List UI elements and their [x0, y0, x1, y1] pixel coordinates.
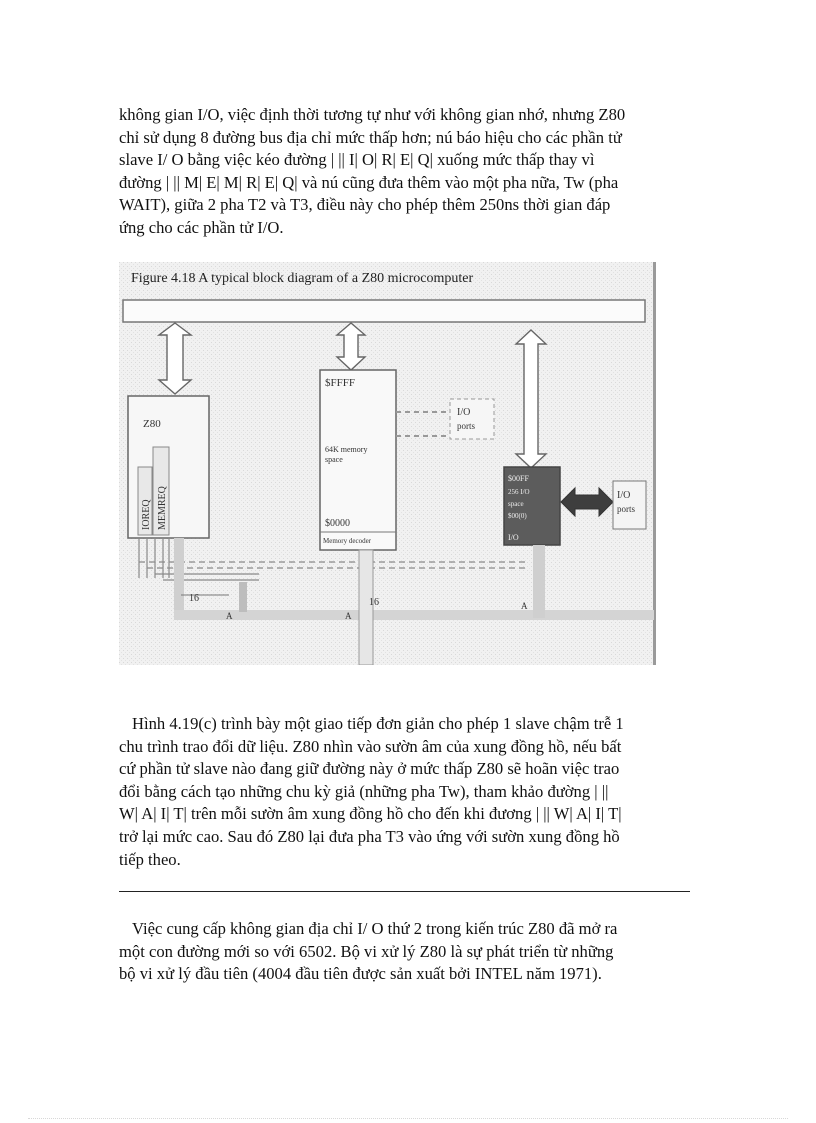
memory-top-address: $FFFF [325, 377, 355, 389]
section-divider [119, 891, 690, 892]
io-space-line: $00(0) [508, 512, 527, 520]
address-label: A [345, 611, 352, 621]
memory-space-label: 64K memory [325, 445, 368, 454]
memreq-label: MEMREQ [157, 486, 168, 530]
external-io-label: ports [617, 504, 635, 514]
system-bus [123, 300, 645, 322]
io-top-address: $00FF [508, 474, 529, 483]
memory-bottom-address: $0000 [325, 518, 350, 529]
text-line: Việc cung cấp không gian địa chỉ I/ O thứ 2 trong kiến trúc Z80 đã mở ra [132, 919, 618, 938]
text-line: chỉ sử dụng 8 đường bus địa chỉ mức thấp hơn; nú báo hiệu cho các phần tử [119, 127, 622, 147]
text-line: một con đường mới so với 6502. Bộ vi xử lý Z80 là sự phát triển từ những [119, 941, 614, 961]
cpu-label: Z80 [143, 418, 161, 430]
paragraph-address-space [119, 918, 691, 986]
text-line: trở lại mức cao. Sau đó Z80 lại đưa pha T3 vào ứng với sườn xung đồng hồ [119, 826, 620, 846]
paragraph-wait-interface [119, 713, 691, 871]
bus-width-label: 16 [189, 593, 199, 604]
ioreq-label: IOREQ [141, 499, 152, 530]
text-line: cứ phần tử slave nào đang giữ đường này ở mức thấp Z80 sẽ hoãn việc trao [119, 759, 620, 779]
external-io-label: I/O [617, 490, 631, 501]
text-line: WAIT), giữa 2 pha T2 và T3, điều này cho phép thêm 250ns thời gian đáp [119, 195, 611, 215]
memory-space-label: space [325, 455, 343, 464]
text-line: không gian I/O, việc định thời tương tự như với không gian nhớ, nhưng Z80 [119, 105, 626, 124]
text-line: bộ vi xử lý đầu tiên (4004 đầu tiên được sản xuất bởi INTEL năm 1971). [119, 964, 602, 984]
text-line: tiếp theo. [119, 849, 181, 869]
text-line: chu trình trao đổi dữ liệu. Z80 nhìn vào sườn âm của xung đồng hồ, nếu bất [119, 736, 622, 756]
text-line: ứng cho các phần tử I/O. [119, 217, 284, 237]
figure-caption: Figure 4.18 A typical block diagram of a Z80 microcomputer [131, 271, 474, 286]
bus-width-label: 16 [369, 597, 379, 608]
address-label: A [521, 601, 528, 611]
io-decoder-label: I/O [508, 533, 519, 542]
page-bottom-border [28, 1118, 788, 1119]
text-line: đổi bằng cách tạo những chu kỳ giả (những pha Tw), tham khảo đường | || [119, 781, 609, 801]
address-label: A [226, 611, 233, 621]
io-space-line: 256 I/O [508, 488, 530, 496]
mapped-io-label: I/O [457, 407, 471, 418]
paragraph-intro [119, 104, 691, 240]
text-line: W| A| I| T| trên mỗi sườn âm xung đồng hồ cho đến khi đương | || W| A| I| T| [119, 804, 622, 824]
figure-edge [653, 262, 656, 665]
memory-decoder-label: Memory decoder [323, 537, 372, 545]
figure-z80-block-diagram [119, 262, 656, 665]
mapped-io-label: ports [457, 421, 475, 431]
text-line: Hình 4.19(c) trình bày một giao tiếp đơn giản cho phép 1 slave chậm trễ 1 [132, 714, 624, 733]
text-line: đường | || M| E| M| R| E| Q| và nú cũng đưa thêm vào một pha nữa, Tw (pha [119, 172, 619, 192]
io-space-line: space [508, 500, 524, 508]
mapped-io-ports-block [450, 399, 494, 439]
diagram-svg [119, 262, 656, 665]
text-line: slave I/ O bằng việc kéo đường | || I| O| R| E| Q| xuống mức thấp thay vì [119, 150, 595, 170]
